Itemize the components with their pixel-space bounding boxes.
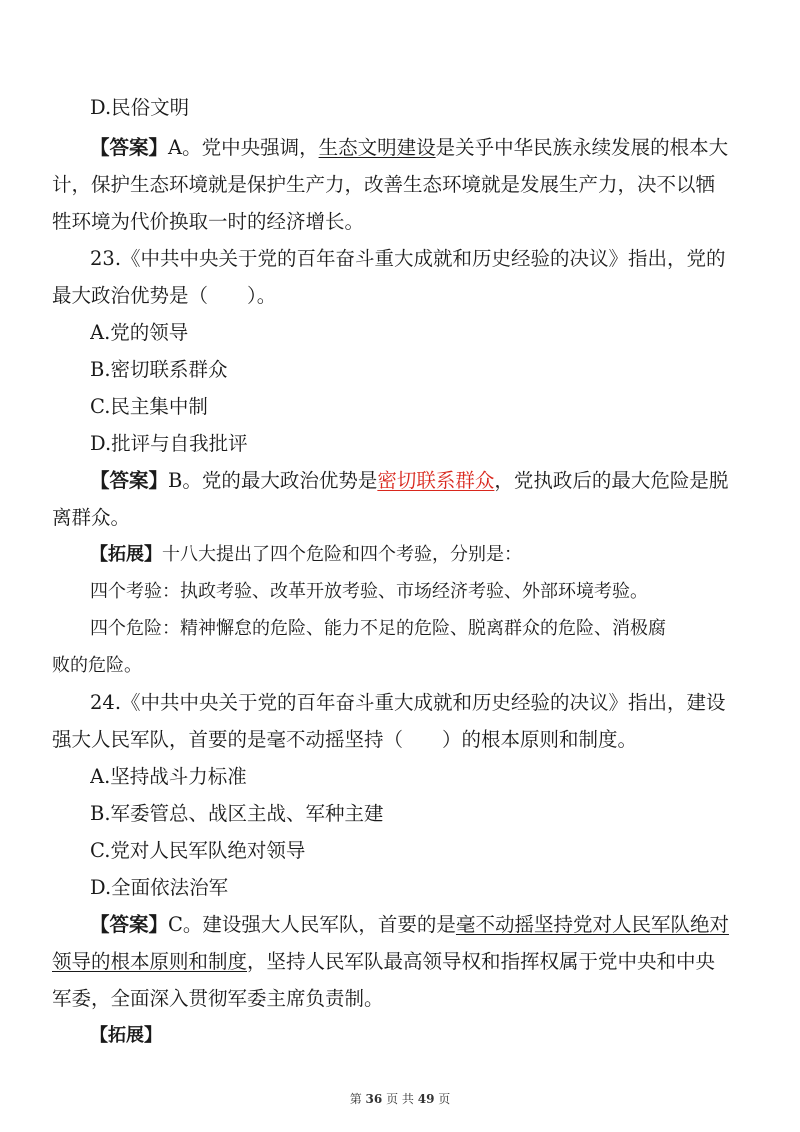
extension-tag: 【拓展】 [90, 544, 162, 565]
q24-answer-line-2: 领导的根本原则和制度，坚持人民军队最高领导权和指挥权属于党中央和中央 [52, 950, 716, 973]
underlined-key-phrase: 毫不动摇坚持党对人民军队绝对 [455, 913, 729, 936]
q24-option-b: B.军委管总、战区主战、军种主建 [90, 802, 384, 825]
underlined-key-phrase: 领导的根本原则和制度 [52, 950, 248, 973]
q22-answer-line-3: 牲环境为代价换取一时的经济增长。 [52, 210, 365, 233]
q24-stem-line-1: 24.《中共中央关于党的百年奋斗重大成就和历史经验的决议》指出，建设 [90, 691, 726, 714]
q23-answer-line-2: 离群众。 [52, 506, 131, 529]
highlighted-answer: 密切联系群众 [377, 469, 495, 492]
q24-answer-line-3: 军委，全面深入贯彻军委主席负责制。 [52, 987, 384, 1010]
q23-option-c: C.民主集中制 [90, 395, 208, 418]
q22-option-d: D.民俗文明 [90, 96, 190, 119]
q24-option-a: A.坚持战斗力标准 [90, 765, 247, 788]
page-footer: 第 36 页 共 49 页 [349, 1092, 451, 1106]
answer-tag: 【答案】 [90, 913, 169, 936]
q23-answer-line-1: 【答案】B。党的最大政治优势是密切联系群众，党执政后的最大危险是脱 [90, 469, 729, 492]
current-page-number: 36 [365, 1092, 383, 1106]
answer-tag: 【答案】 [90, 469, 169, 492]
q23-stem-line-2: 最大政治优势是（ ）。 [52, 284, 277, 307]
q23-stem-line-1: 23.《中共中央关于党的百年奋斗重大成就和历史经验的决议》指出，党的 [90, 247, 726, 270]
q23-option-b: B.密切联系群众 [90, 358, 228, 381]
total-page-count: 49 [417, 1092, 435, 1106]
extension-tag: 【拓展】 [90, 1025, 162, 1046]
q24-option-c: C.党对人民军队绝对领导 [90, 839, 306, 862]
q22-answer-line-2: 计，保护生态环境就是保护生产力，改善生态环境就是发展生产力，决不以牺 [52, 173, 716, 196]
q23-option-d: D.批评与自我批评 [90, 432, 248, 455]
answer-tag: 【答案】 [90, 136, 169, 159]
q23-extension-line-3: 四个危险：精神懈怠的危险、能力不足的危险、脱离群众的危险、消极腐 [90, 618, 666, 639]
q23-extension-line-1: 【拓展】十八大提出了四个危险和四个考验，分别是： [90, 544, 522, 565]
q24-answer-line-1: 【答案】C。建设强大人民军队，首要的是毫不动摇坚持党对人民军队绝对 [90, 913, 729, 936]
q23-option-a: A.党的领导 [90, 321, 189, 344]
underlined-key-phrase: 生态文明建设 [318, 136, 436, 159]
q24-stem-line-2: 强大人民军队，首要的是毫不动摇坚持（ ）的根本原则和制度。 [52, 728, 638, 751]
q22-answer-line-1: 【答案】A。党中央强调，生态文明建设是关乎中华民族永续发展的根本大 [90, 136, 729, 159]
q23-extension-line-4: 败的危险。 [52, 655, 142, 676]
q23-extension-line-2: 四个考验：执政考验、改革开放考验、市场经济考验、外部环境考验。 [90, 581, 648, 602]
q24-option-d: D.全面依法治军 [90, 876, 229, 899]
q24-extension-line-1 [90, 1024, 752, 1048]
